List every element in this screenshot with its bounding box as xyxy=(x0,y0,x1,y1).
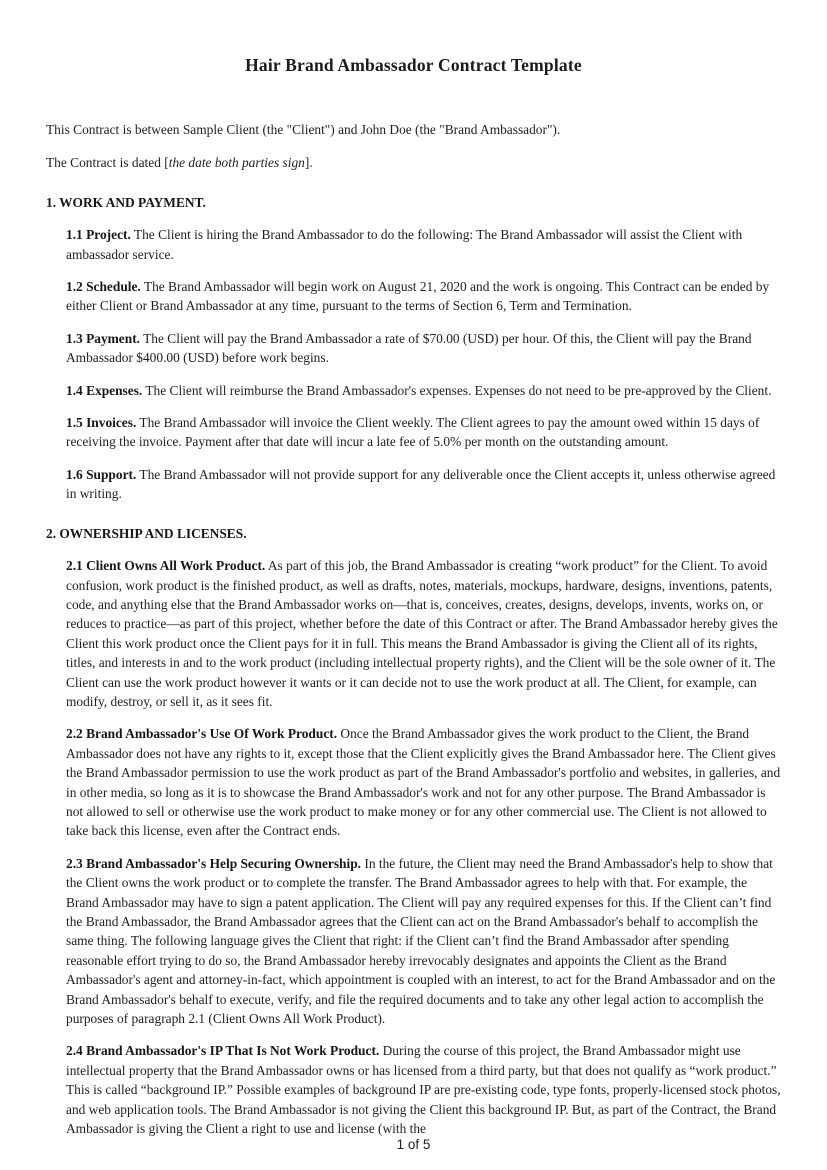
clause-1-6-support xyxy=(66,465,783,504)
dated-suffix: ]. xyxy=(304,155,313,171)
clause-lead: 1.2 Schedule. xyxy=(66,279,141,295)
clause-1-3-payment xyxy=(66,329,783,368)
clause-text: The Brand Ambassador will begin work on August 21, 2020 and the work is ongoing. This Contract can be ended by either Client or Brand Ambassador at any time, pursuant to the terms of Section 6, Term and Termination. xyxy=(66,279,770,314)
clause-2-1-client-owns-all-work-product xyxy=(66,556,783,711)
section-heading-ownership-and-licenses: 2. OWNERSHIP AND LICENSES. xyxy=(46,525,247,541)
clause-lead: 2.2 Brand Ambassador's Use Of Work Product. xyxy=(66,726,338,742)
clause-lead: 1.6 Support. xyxy=(66,466,137,482)
clause-lead: 1.3 Payment. xyxy=(66,330,141,346)
clause-lead: 1.5 Invoices. xyxy=(66,415,137,431)
clause-lead: 2.1 Client Owns All Work Product. xyxy=(66,558,266,574)
section-heading-work-and-payment: 1. WORK AND PAYMENT. xyxy=(46,194,206,210)
clause-1-4-expenses xyxy=(66,381,783,400)
clause-2-3-help-securing-ownership xyxy=(66,854,783,1029)
clause-text: The Brand Ambassador will not provide support for any deliverable once the Client accepts it, unless otherwise agreed in writing. xyxy=(66,466,776,502)
dated-placeholder: the date both parties sign xyxy=(168,155,305,171)
clause-text: Once the Brand Ambassador gives the work product to the Client, the Brand Ambassador does not have any rights to it, except those that the Client explicitly gives the Brand Ambassador here. The Client gives the Brand Ambassador permission to use the work product as part of the Brand Ambassador's portfolio and websites, in galleries, and in other media, so long as it is to showcase the Brand Ambassador's work and not for any other purpose. The Brand Ambassador is not allowed to sell or otherwise use the work product to make money or for any other commercial use. The Client is not allowed to take back this license, even after the Contract ends. xyxy=(66,726,781,839)
intro-paragraph-parties: This Contract is between Sample Client (the "Client") and John Doe (the "Brand Ambassador"). xyxy=(46,122,561,137)
page-title: Hair Brand Ambassador Contract Template xyxy=(245,55,582,75)
clause-text: As part of this job, the Brand Ambassador is creating “work product” for the Client. To avoid confusion, work product is the finished product, as well as drafts, notes, materials, mockups, hardware, designs, inventions, patents, code, and anything else that the Brand Ambassador works on—that is, conceives, creates, designs, develops, invents, works on, or reduces to practice—as part of this project, whether before the date of this Contract or after. The Brand Ambassador hereby gives the Client this work product once the Client pays for it in full. This means the Brand Ambassador is giving the Client all of its rights, titles, and interests in and to the work product (including intellectual property rights), and the Client will be the sole owner of it. The Client can use the work product however it wants or it can decide not to use the work product at all. The Client, for example, can modify, destroy, or sell it, as it sees fit. xyxy=(66,558,778,709)
clause-lead: 1.4 Expenses. xyxy=(66,382,143,398)
clause-2-2-use-of-work-product xyxy=(66,724,783,840)
clause-1-1-project xyxy=(66,225,783,264)
clause-2-4-ip-that-is-not-work-product xyxy=(66,1041,783,1138)
document-body xyxy=(0,120,827,1138)
clause-1-5-invoices xyxy=(66,413,783,452)
dated-prefix: The Contract is dated [ xyxy=(46,155,169,171)
clause-text: The Client is hiring the Brand Ambassador to do the following: The Brand Ambassador will assist the Client with ambassador service. xyxy=(66,227,743,262)
clause-text: During the course of this project, the Brand Ambassador might use intellectual property that the Brand Ambassador owns or has licensed from a third party, but that does not qualify as “work product.” This is called “background IP.” Possible examples of background IP are pre-existing code, type fonts, properly-licensed stock photos, and web application tools. The Brand Ambassador is not giving the Client this background IP. But, as part of the Contract, the Brand Ambassador is giving the Client a right to use and license (with the xyxy=(66,1043,781,1137)
clause-text: The Client will pay the Brand Ambassador a rate of $70.00 (USD) per hour. Of this, the Client will pay the Brand Ambassador $400.00 (USD) before work begins. xyxy=(66,330,752,366)
intro-paragraph-dated xyxy=(46,153,785,172)
clause-1-2-schedule xyxy=(66,277,783,316)
clause-text: The Client will reimburse the Brand Ambassador's expenses. Expenses do not need to be pre-approved by the Client. xyxy=(142,382,772,398)
clause-lead: 2.4 Brand Ambassador's IP That Is Not Work Product. xyxy=(66,1043,380,1059)
clause-lead: 1.1 Project. xyxy=(66,227,131,243)
clause-lead: 2.3 Brand Ambassador's Help Securing Ownership. xyxy=(66,855,362,871)
page-number-footer: 1 of 5 xyxy=(396,1137,431,1152)
clause-text: The Brand Ambassador will invoice the Client weekly. The Client agrees to pay the amount owed within 15 days of receiving the invoice. Payment after that date will incur a late fee of 5.0% per month on the outstanding amount. xyxy=(66,415,760,450)
clause-text: In the future, the Client may need the Brand Ambassador's help to show that the Client owns the work product or to complete the transfer. The Brand Ambassador agrees to help with that. For example, the Brand Ambassador may have to sign a patent application. The Client will pay any required expenses for this. If the Client can’t find the Brand Ambassador, the Brand Ambassador agrees that the Client can act on the Brand Ambassador's behalf to accomplish the same thing. The following language gives the Client that right: if the Client can’t find the Brand Ambassador after spending reasonable effort trying to do so, the Brand Ambassador hereby irrevocably designates and appoints the Client as the Brand Ambassador's agent and attorney-in-fact, which appointment is coupled with an interest, to act for the Brand Ambassador and on the Brand Ambassador's behalf to execute, verify, and file the required documents and to take any other legal action to accomplish the purposes of paragraph 2.1 (Client Owns All Work Product). xyxy=(66,855,776,1027)
